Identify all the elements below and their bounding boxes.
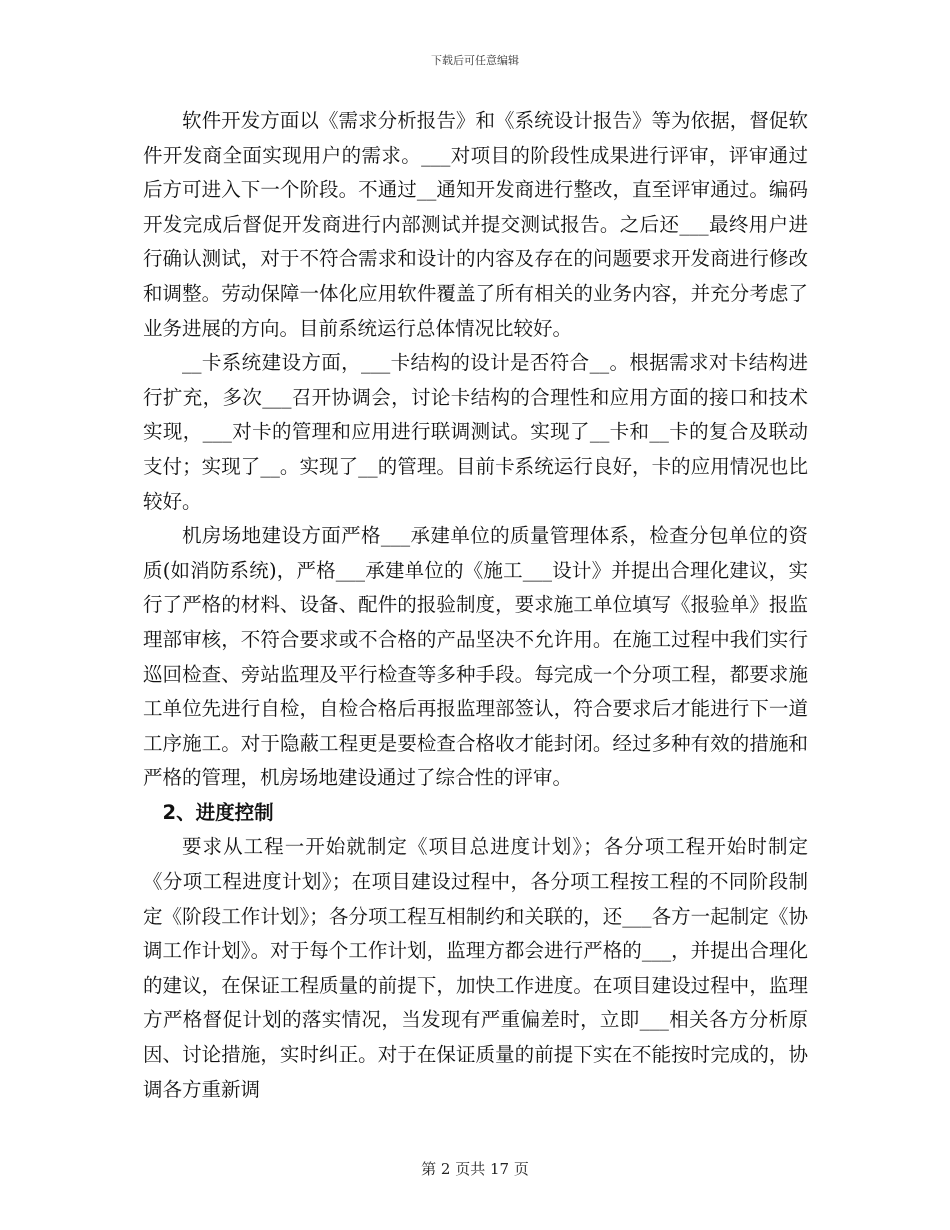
paragraph-machine-room: 机房场地建设方面严格___承建单位的质量管理体系，检查分包单位的资质(如消防系统)，严格___承建单位的《施工___设计》并提出合理化建议，实行了严格的材料、设备、配件的报验制度，要求施工单位填写《报验单》报监理部审核，不符合要求或不合格的产品坚决不允许用。在施工过程中我们实行巡回检查、旁站监理及平行检查等多种手段。每完成一个分项工程，都要求施工单位先进行自检，自检合格后再报监理部签认，符合要求后才能进行下一道工序施工。对于隐蔽工程更是要检查合格收才能封闭。经过多种有效的措施和严格的管理，机房场地建设通过了综合性的评审。	[143, 524, 808, 790]
document-body	[143, 104, 808, 1107]
section-heading-progress-control: 2、进度控制	[162, 800, 274, 824]
paragraph-software-development: 软件开发方面以《需求分析报告》和《系统设计报告》等为依据，督促软件开发商全面实现用户的需求。___对项目的阶段性成果进行评审，评审通过后方可进入下一个阶段。不通过__通知开发商进行整改，直至评审通过。编码开发完成后督促开发商进行内部测试并提交测试报告。之后还___最终用户进行确认测试，对于不符合需求和设计的内容及存在的问题要求开发商进行修改和调整。劳动保障一体化应用软件覆盖了所有相关的业务内容，并充分考虑了业务进展的方向。目前系统运行总体情况比较好。	[143, 109, 808, 340]
page-number-footer: 第 2 页共 17 页	[421, 1160, 529, 1178]
page-header: 下载后可任意编辑	[431, 54, 519, 67]
paragraph-progress-control: 要求从工程一开始就制定《项目总进度计划》；各分项工程开始时制定《分项工程进度计划》；在项目建设过程中，各分项工程按工程的不同阶段制定《阶段工作计划》；各分项工程互相制约和关联的，还___各方一起制定《协调工作计划》。对于每个工作计划，监理方都会进行严格的___，并提出合理化的建议，在保证工程质量的前提下，加快工作进度。在项目建设过程中，监理方严格督促计划的落实情况，当发现有严重偏差时，立即___相关各方分析原因、讨论措施，实时纠正。对于在保证质量的前提下实在不能按时完成的，协调各方重新调	[143, 835, 808, 1101]
paragraph-card-system: __卡系统建设方面，___卡结构的设计是否符合__。根据需求对卡结构进行扩充，多次___召开协调会，讨论卡结构的合理性和应用方面的接口和技术实现，___对卡的管理和应用进行联调测试。实现了__卡和__卡的复合及联动支付；实现了__。实现了__的管理。目前卡系统运行良好，卡的应用情况也比较好。	[143, 351, 808, 513]
